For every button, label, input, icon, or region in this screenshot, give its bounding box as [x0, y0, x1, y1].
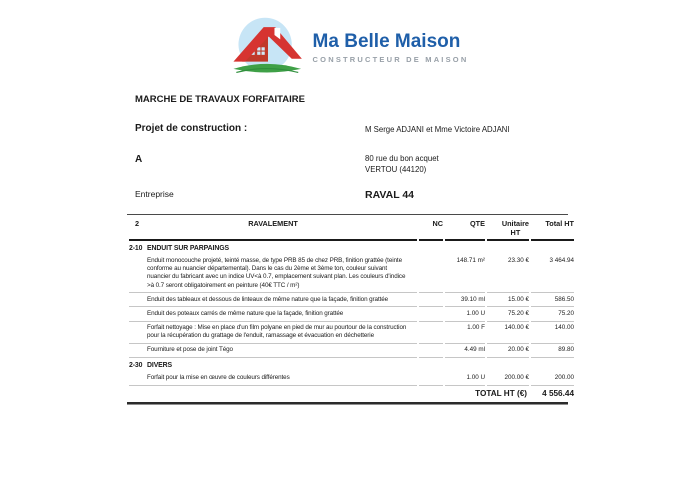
item-nc	[419, 344, 443, 358]
address-line-1: 80 rue du bon acquet	[365, 154, 439, 163]
item-total: 200.00	[531, 372, 574, 386]
item-nc	[419, 255, 443, 294]
col-header-nc: NC	[419, 215, 443, 241]
item-description: Forfait pour la mise en œuvre de couleurs différentes	[129, 372, 417, 386]
col-header-total: Total HT	[531, 215, 574, 241]
item-row	[129, 322, 574, 344]
item-qty: 1.00 U	[445, 372, 485, 386]
item-description: Enduit des poteaux carrés de même nature que la façade, finition grattée	[129, 307, 417, 321]
item-row	[129, 372, 574, 386]
total-label: TOTAL HT (€)	[475, 388, 527, 398]
total-value: 4 556.44	[542, 388, 574, 398]
document-meta	[135, 123, 568, 201]
item-row	[129, 344, 574, 358]
logo	[0, 0, 700, 79]
item-unit-price: 200.00 €	[487, 372, 529, 386]
project-label: Projet de construction :	[135, 123, 248, 134]
item-description: Forfait nettoyage : Mise en place d'un film polyane en pied de mur au pourtour de la construction pour la récupération du grattage de l'enduit, ramassage et évacuation en déchetterie	[129, 322, 417, 344]
item-description: Enduit monocouche projeté, teinté masse, de type PRB 85 de chez PRB, finition grattée (teinte conforme au nuancier départemental). Dans le cas du 2ème et 3ème ton, couleur suivant nuancier du fabricant avec un indice UV<à 0.7, emplacement suivant plan. Les couleurs d'indice >à 0.7 seront obligatoirement en peinture (40€ TTC / m²)	[129, 255, 417, 294]
section-row: 2-30 DIVERS	[129, 361, 173, 369]
item-unit-price: 23.30 €	[487, 255, 529, 294]
item-unit-price: 15.00 €	[487, 293, 529, 307]
table-body	[129, 241, 574, 386]
recipient-label: A	[135, 154, 143, 165]
total-row	[129, 386, 574, 402]
document-title: MARCHE DE TRAVAUX FORFAITAIRE	[135, 94, 305, 105]
item-total: 140.00	[531, 322, 574, 344]
table-header-row	[129, 215, 574, 241]
item-nc	[419, 307, 443, 321]
item-unit-price: 75.20 €	[487, 307, 529, 321]
item-unit-price: 140.00 €	[487, 322, 529, 344]
section-row: 2-10 ENDUIT SUR PARPAINGS	[129, 244, 229, 252]
item-total: 586.50	[531, 293, 574, 307]
brand-tagline: CONSTRUCTEUR DE MAISON	[312, 54, 469, 64]
company-name: RAVAL 44	[365, 188, 415, 201]
brand-name: Ma Belle Maison	[312, 31, 461, 53]
item-total: 89.80	[531, 344, 574, 358]
item-unit-price: 20.00 €	[487, 344, 529, 358]
item-qty: 1.00 U	[445, 307, 485, 321]
item-total: 75.20	[531, 307, 574, 321]
quote-table	[127, 214, 574, 405]
item-qty: 4.49 ml	[445, 344, 485, 358]
item-total: 3 464.94	[531, 255, 574, 294]
item-nc	[419, 322, 443, 344]
item-description: Fourniture et pose de joint Tégo	[129, 344, 417, 358]
item-qty: 148.71 m²	[445, 255, 485, 294]
company-label: Entreprise	[135, 188, 174, 199]
col-header-qty: QTE	[445, 215, 485, 241]
address-line-2: VERTOU (44120)	[365, 164, 427, 174]
table-bottom-rule	[127, 402, 568, 405]
house-logo-icon	[232, 17, 304, 79]
col-header-unit: Unitaire HT	[487, 215, 529, 241]
chapter-number: 2	[135, 218, 140, 228]
item-nc	[419, 293, 443, 307]
item-row	[129, 307, 574, 321]
item-nc	[419, 372, 443, 386]
item-row	[129, 255, 574, 294]
item-qty: 39.10 ml	[445, 293, 485, 307]
chapter-title: RAVALEMENT	[248, 218, 298, 228]
item-qty: 1.00 F	[445, 322, 485, 344]
client-names: M Serge ADJANI et Mme Victoire ADJANI	[365, 125, 510, 134]
item-row	[129, 293, 574, 307]
item-description: Enduit des tableaux et dessous de linteaux de même nature que la façade, finition grattée	[129, 293, 417, 307]
